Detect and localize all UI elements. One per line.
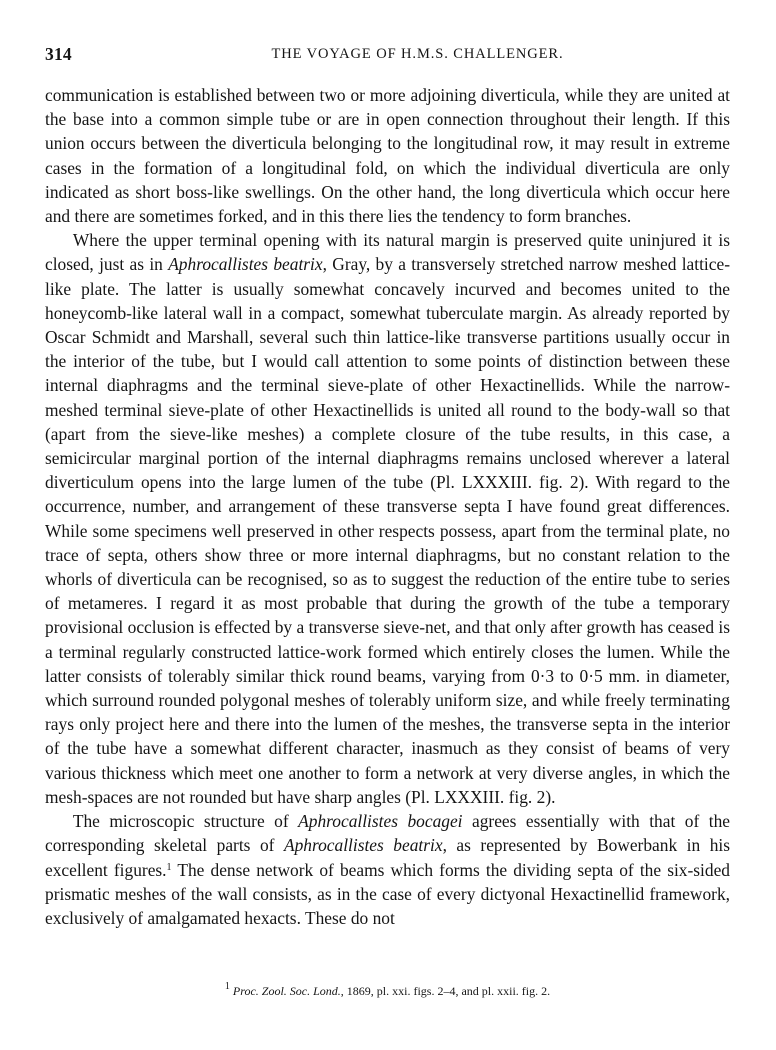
paragraph-1-text: communication is established between two or more adjoining diverticula, while they are united at the base into a common simple tube or are in open connection throughout their length. If this union occurs between the diverticula belonging to the longitudinal row, it may result in extreme cases in the formation of a longitudinal fold, on which the individual diverticula are only indicated as short boss-like swellings. On the other hand, the long diverticula which occur here and there are sometimes forked, and in this there lies the tendency to form branches. bbox=[45, 85, 730, 227]
paragraph-3-text-a: The microscopic structure of bbox=[72, 811, 299, 832]
species-name: Aphrocallistes bocagei bbox=[298, 811, 463, 832]
page-header bbox=[45, 44, 730, 68]
footnote-details: , 1869, pl. xxi. figs. 2–4, and pl. xxii. fig. 2. bbox=[340, 984, 551, 998]
paragraph-3-text-d: The dense network of beams which forms the dividing septa of the six-sided prismatic meshes of the wall consists, as in the case of every dictyonal Hexactinellid framework, exclusively of amalgamated hexacts. These do not bbox=[45, 859, 730, 928]
paragraph-2-text-b: , Gray, by a transversely stretched narrow meshed lattice-like plate. The latter is usually somewhat concavely incurved and becomes united to the honeycomb-like lateral wall in a compact, somewhat tuberculate margin. As already reported by Oscar Schmidt and Marshall, several such thin lattice-like transverse partitions usually occur in the interior of the tube, but I would call attention to some points of distinction between these internal diaphragms and the terminal sieve-plate of other Hexactinellids. While the narrow-meshed terminal sieve-plate of other Hexactinellids is united all round to the body-wall so that (apart from the sieve-like meshes) a complete closure of the tube results, in this case, a semicircular marginal portion of the internal diaphragms remains unclosed wherever a lateral diverticulum opens into the large lumen of the tube (Pl. LXXXIII. fig. 2). With regard to the occurrence, number, and arrangement of these transverse septa I have found great differences. While some specimens well preserved in other respects possess, apart from the terminal plate, no trace of septa, others show three or more internal diaphragms, but no constant relation to the whorls of diverticula can be recognised, so as to suggest the reduction of the entire tube to series of metameres. I regard it as most probable that during the growth of the tube a temporary provisional occlusion is effected by a transverse sieve-net, and that only after growth has ceased is a terminal regularly constructed lattice-work formed which entirely closes the lumen. While the latter consists of tolerably similar thick round beams, varying from 0·3 to 0·5 mm. in diameter, which surround rounded polygonal meshes of tolerably uniform size, and while freely terminating rays only project here and there into the lumen of the meshes, the transverse septa in the interior of the tube have a somewhat different character, inasmuch as they consist of beams of very various thickness which meet one another to form a network at very diverse angles, in which the mesh-spaces are not rounded but have sharp angles (Pl. LXXXIII. fig. 2). bbox=[45, 254, 730, 807]
paragraph-3-text-b: agrees essentially with that of the corresponding skeletal parts of bbox=[45, 811, 730, 856]
paragraph-3-text-c: , as represented by Bowerbank in his excellent figures. bbox=[45, 835, 730, 880]
footnote-marker: 1 bbox=[224, 981, 230, 992]
body-text bbox=[45, 83, 730, 930]
paragraph-1 bbox=[45, 83, 730, 228]
footnote-citation: Proc. Zool. Soc. Lond. bbox=[232, 984, 341, 998]
running-title: THE VOYAGE OF H.M.S. CHALLENGER. bbox=[271, 46, 564, 62]
paragraph-2 bbox=[45, 228, 730, 809]
species-name: Aphrocallistes beatrix bbox=[283, 835, 443, 856]
page-number: 314 bbox=[45, 44, 72, 64]
paragraph-2-text-a: Where the upper terminal opening with its natural margin is preserved quite uninjured it is closed, just as in bbox=[45, 230, 730, 275]
footnote-reference: 1 bbox=[166, 861, 172, 873]
paragraph-3 bbox=[45, 809, 730, 930]
species-name: Aphrocallistes beatrix bbox=[168, 254, 323, 275]
footnote bbox=[45, 981, 730, 999]
